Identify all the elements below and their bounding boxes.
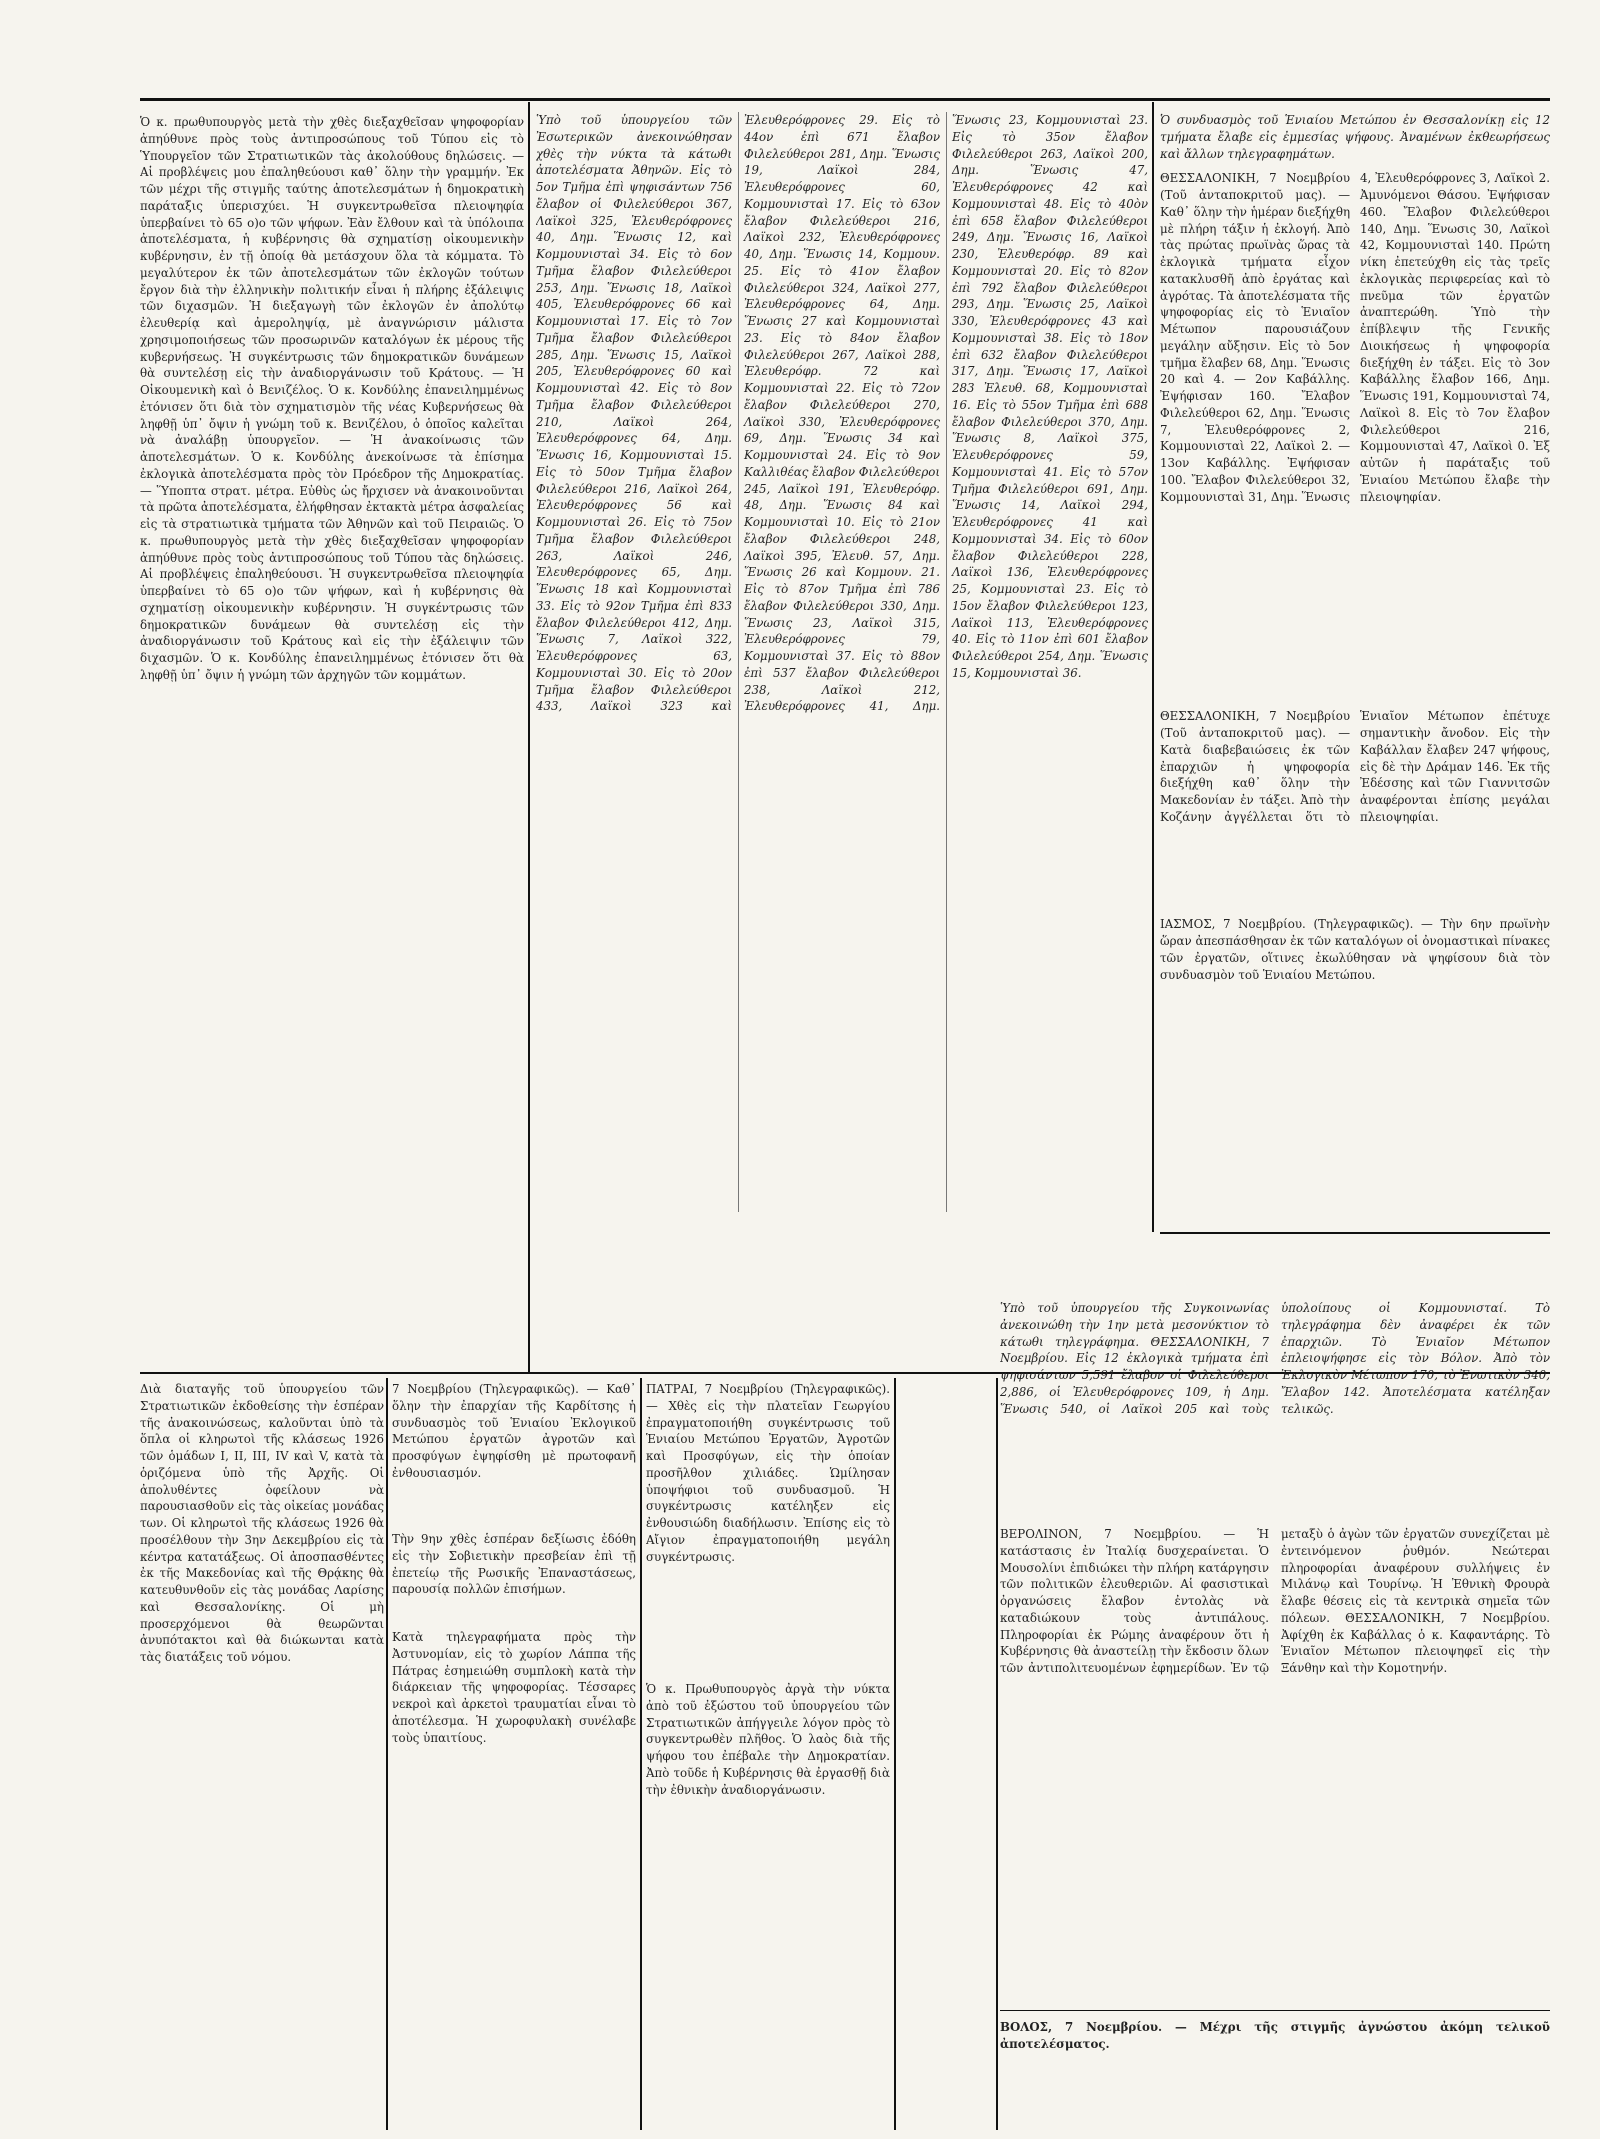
volos-body: [1000, 1300, 1550, 2130]
volos-box-text: ΒΟΛΟΣ, 7 Νοεμβρίου. — Μέχρι τῆς στιγμῆς ἀγνώστου ἀκόμη τελικοῦ ἀποτελέσματος.: [1000, 2020, 1550, 2051]
sygkentroseis-story: [646, 1378, 890, 2130]
masthead: [140, 52, 1550, 101]
section-rule: [1160, 1232, 1550, 1234]
right-story: [1160, 106, 1550, 1232]
xthesini-text: Τὴν 9ην χθὲς ἑσπέραν δεξίωσις ἐδόθη εἰς τὴν Σοβιετικὴν πρεσβείαν ἐπὶ τῇ ἐπετείῳ τῆς Ρωσικῆς Ἐπαναστάσεως, παρουσίᾳ πολλῶν ἐπισήμων.: [392, 1532, 636, 1597]
dilwseis-text: Ὁ κ. Πρωθυπουργὸς ἀργὰ τὴν νύκτα ἀπὸ τοῦ ἐξώστου τοῦ ὑπουργείου τῶν Στρατιωτικῶν ἀπήγγειλε λόγον πρὸς τὸ συγκεντρωθὲν πλῆθος. Ὁ λαὸς διὰ τῆς ψήφου του ἐπέβαλε τὴν Δημοκρατίαν. Ἀπὸ τοῦδε ἡ Κυβέρνησις θὰ ἐργασθῇ διὰ τὴν ἐθνικὴν ἀναδιοργάνωσιν.: [646, 1682, 890, 1797]
nekroi-text: Κατὰ τηλεγραφήματα πρὸς τὴν Ἀστυνομίαν, εἰς τὸ χωρίον Λάππα τῆς Πάτρας ἐσημειώθη συμπλοκὴ κατὰ τὴν διάρκειαν τῆς ψηφοφορίας. Τέσσαρες νεκροὶ καὶ ἀρκετοὶ τραυματίαι εἶναι τὸ ἀποτέλεσμα. Ἡ χωροφυλακὴ συνέλαβε τοὺς ὑπαιτίους.: [392, 1630, 636, 1745]
agrotes-text: 7 Νοεμβρίου (Τηλεγραφικῶς). — Καθ᾽ ὅλην τὴν ἐπαρχίαν τῆς Καρδίτσης ἡ συνδυασμὸς τοῦ Ἑνιαίου Ἐκλογικοῦ Μετώπου ἐργατῶν ἀγροτῶν καὶ προσφύγων ἐψηφίσθη μὲ πρωτοφανῆ ἐνθουσιασμόν.: [392, 1382, 636, 1480]
left-story: [140, 106, 524, 1366]
right-body-3: ΙΑΣΜΟΣ, 7 Νοεμβρίου. (Τηλεγραφικῶς). — Τὴν 6ην πρωϊνὴν ὥραν ἀπεσπάσθησαν ἐκ τῶν καταλόγων οἱ ὀνομαστικαὶ πίνακες τῶν ἐργατῶν, οἵτινες ἐκωλύθησαν νὰ ψηφίσουν διὰ τὸν συνδυασμὸν τοῦ Ἑνιαίου Μετώπου.: [1160, 917, 1550, 982]
right-body-1: ΘΕΣΣΑΛΟΝΙΚΗ, 7 Νοεμβρίου (Τοῦ ἀνταποκριτοῦ μας). — Καθ᾽ ὅλην τὴν ἡμέραν διεξήχθη μὲ πλήρη τάξιν ἡ ἐκλογή. Ἀπὸ τὰς πρώτας πρωϊνὰς ὥρας τὰ ἐκλογικὰ τμήματα εἶχον κατακλυσθῆ ἀπὸ ἐργάτας καὶ ἀγρότας. Τὰ ἀποτελέσματα τῆς ψηφοφορίας εἰς τὸ Ἑνιαῖον Μέτωπον παρουσιάζουν μεγάλην αὔξησιν. Εἰς τὸ 5ον τμῆμα ἔλαβεν 68, Δημ. Ἕνωσις 20 καὶ 4. — 2ον Καβάλλης. Ἐψήφισαν 160. Ἔλαβον Φιλελεύθεροι 62, Δημ. Ἕνωσις 7, Ἐλευθερόφρονες 2, Κομμουνισταὶ 22, Λαϊκοὶ 2. — 13ον Καβάλλης. Ἐψήφισαν 100. Ἔλαβον Φιλελεύθεροι 32, Κομμουνισταὶ 31, Δημ. Ἕνωσις 4, Ἐλευθερόφρονες 3, Λαϊκοὶ 2. Ἀμυνόμενοι Θάσου. Ἐψήφισαν 460. Ἔλαβον Φιλελεύθεροι 140, Δημ. Ἕνωσις 30, Λαϊκοὶ 42, Κομμουνισταὶ 140. Πρώτη νίκη ἐπετεύχθη εἰς τὰς τρεῖς ἐκλογικὰς περιφερείας καὶ τὸ πνεῦμα τῶν ἐργατῶν ἀναπτερώθη. Ὑπὸ τὴν ἐπίβλεψιν τῆς Γενικῆς Διοικήσεως ἡ ψηφοφορία διεξήχθη ἐν τάξει. Εἰς τὸ 3ον Καβάλλης ἔλαβον 166, Δημ. Ἕνωσις 191, Κομμουνισταὶ 74, Λαϊκοὶ 8. Εἰς τὸ 7ον ἔλαβον Φιλελεύθεροι 216, Κομμουνισταὶ 47, Λαϊκοὶ 0. Ἐξ αὐτῶν ἡ παράταξις τοῦ Ἑνιαίου Μετώπου ἔλαβε τὴν πλειοψηφίαν.: [1160, 171, 1550, 504]
agrotes-story: [392, 1378, 636, 2130]
center-results-text: Ὑπὸ τοῦ ὑπουργείου τῶν Ἐσωτερικῶν ἀνεκοινώθησαν χθὲς τὴν νύκτα τὰ κάτωθι ἀποτελέσματα Ἀθηνῶν. Εἰς τὸ 5ον Τμῆμα ἐπὶ ψηφισάντων 756 ἔλαβον οἱ Φιλελεύθεροι 367, Λαϊκοὶ 325, Ἐλευθερόφρονες 40, Δημ. Ἕνωσις 12, καὶ Κομμουνισταὶ 34. Εἰς τὸ 6ον Τμῆμα ἔλαβον Φιλελεύθεροι 253, Δημ. Ἕνωσις 18, Λαϊκοὶ 405, Ἐλευθερόφρονες 66 καὶ Κομμουνισταὶ 17. Εἰς τὸ 7ον Τμῆμα ἔλαβον Φιλελεύθεροι 285, Δημ. Ἕνωσις 15, Λαϊκοὶ 205, Ἐλευθερόφρονες 60 καὶ Κομμουνισταὶ 42. Εἰς τὸ 8ον Τμῆμα ἔλαβον Φιλελεύθεροι 210, Λαϊκοὶ 264, Ἐλευθερόφρονες 64, Δημ. Ἕνωσις 16, Κομμουνισταὶ 15. Εἰς τὸ 50ον Τμῆμα ἔλαβον Φιλελεύθεροι 216, Λαϊκοὶ 264, Ἐλευθερόφρονες 56 καὶ Κομμουνισταὶ 26. Εἰς τὸ 75ον Τμῆμα ἔλαβον Φιλελεύθεροι 263, Λαϊκοὶ 246, Ἐλευθερόφρονες 65, Δημ. Ἕνωσις 18 καὶ Κομμουνισταὶ 33. Εἰς τὸ 92ον Τμῆμα ἐπὶ 833 ἔλαβον Φιλελεύθεροι 412, Δημ. Ἕνωσις 7, Λαϊκοὶ 322, Ἐλευθερόφρονες 63, Κομμουνισταὶ 30. Εἰς τὸ 20ον Τμῆμα ἔλαβον Φιλελεύθεροι 433, Λαϊκοὶ 323 καὶ Ἐλευθερόφρονες 29. Εἰς τὸ 44ον ἐπὶ 671 ἔλαβον Φιλελεύθεροι 281, Δημ. Ἕνωσις 19, Λαϊκοὶ 284, Ἐλευθερόφρονες 60, Κομμουνισταὶ 17. Εἰς τὸ 63ον ἔλαβον Φιλελεύθεροι 216, Λαϊκοὶ 232, Ἐλευθερόφρονες 40, Δημ. Ἕνωσις 14, Κομμουν. 25. Εἰς τὸ 41ον ἔλαβον Φιλελεύθεροι 324, Λαϊκοὶ 277, Ἐλευθερόφρονες 64, Δημ. Ἕνωσις 27 καὶ Κομμουνισταὶ 23. Εἰς τὸ 84ον ἔλαβον Φιλελεύθεροι 267, Λαϊκοὶ 288, Ἐλευθερόφρ. 72 καὶ Κομμουνισταὶ 22. Εἰς τὸ 72ον ἔλαβον Φιλελεύθεροι 270, Λαϊκοὶ 330, Ἐλευθερόφρονες 69, Δημ. Ἕνωσις 34 καὶ Κομμουνισταὶ 24. Εἰς τὸ 9ον Καλλιθέας ἔλαβον Φιλελεύθεροι 245, Λαϊκοὶ 191, Ἐλευθερόφρ. 48, Δημ. Ἕνωσις 84 καὶ Κομμουνισταὶ 10. Εἰς τὸ 21ον ἔλαβον Φιλελεύθεροι 248, Λαϊκοὶ 395, Ἐλευθ. 57, Δημ. Ἕνωσις 26 καὶ Κομμουν. 21. Εἰς τὸ 87ον Τμῆμα ἐπὶ 786 ἔλαβον Φιλελεύθεροι 330, Δημ. Ἕνωσις 23, Λαϊκοὶ 315, Ἐλευθερόφρονες 79, Κομμουνισταὶ 37. Εἰς τὸ 88ον ἐπὶ 537 ἔλαβον Φιλελεύθεροι 238, Λαϊκοὶ 212, Ἐλευθερόφρονες 41, Δημ. Ἕνωσις 23, Κομμουνισταὶ 23. Εἰς τὸ 35ον ἔλαβον Φιλελεύθεροι 263, Λαϊκοὶ 200, Δημ. Ἕνωσις 47, Ἐλευθερόφρονες 42 καὶ Κομμουνισταὶ 48. Εἰς τὸ 40ὸν ἐπὶ 658 ἔλαβον Φιλελεύθεροι 249, Δημ. Ἕνωσις 16, Λαϊκοὶ 230, Ἐλευθερόφρ. 89 καὶ Κομμουνισταὶ 20. Εἰς τὸ 82ον ἐπὶ 792 ἔλαβον Φιλελεύθεροι 293, Δημ. Ἕνωσις 25, Λαϊκοὶ 330, Ἐλευθερόφρονες 43 καὶ Κομμουνισταὶ 38. Εἰς τὸ 18ον ἐπὶ 632 ἔλαβον Φιλελεύθεροι 317, Δημ. Ἕνωσις 17, Λαϊκοὶ 283 Ἐλευθ. 68, Κομμουνισταὶ 16. Εἰς τὸ 55ον Τμῆμα ἐπὶ 688 ἔλαβον Φιλελεύθεροι 370, Δημ. Ἕνωσις 8, Λαϊκοὶ 375, Ἐλευθερόφρονες 59, Κομμουνισταὶ 41. Εἰς τὸ 57ον Τμῆμα Φιλελεύθεροι 691, Δημ. Ἕνωσις 14, Λαϊκοὶ 294, Ἐλευθερόφρονες 41 καὶ Κομμουνισταὶ 34. Εἰς τὸ 60ον ἔλαβον Φιλελεύθεροι 228, Λαϊκοὶ 136, Ἐλευθερόφρονες 25, Κομμουνισταὶ 23. Εἰς τὸ 15ον ἔλαβον Φιλελεύθεροι 123, Λαϊκοὶ 113, Ἐλευθερόφρονες 40. Εἰς τὸ 11ον ἐπὶ 601 ἔλαβον Φιλελεύθεροι 254, Δημ. Ἕνωσις 15, Κομμουνισταὶ 36.: [536, 113, 1148, 714]
column-rule: [640, 1378, 642, 2130]
volos-text-2: ΒΕΡΟΛΙΝΟΝ, 7 Νοεμβρίου. — Ἡ κατάστασις ἐν Ἰταλίᾳ δυσχεραίνεται. Ὁ Μουσολίνι ἐπιδιώκει τὴν πλήρη κατάργησιν τῶν πολιτικῶν ἐλευθεριῶν. Αἱ φασιστικαὶ ὀργανώσεις ἔλαβον ἐντολὰς νὰ καταδιώκουν τοὺς ἀντιπάλους. Πληροφορίαι ἐκ Ρώμης ἀναφέρουν ὅτι ἡ Κυβέρνησις θὰ ἀναστείλῃ τὴν ἔκδοσιν ὅλων τῶν ἀντιπολιτευομένων ἐφημερίδων. Ἐν τῷ μεταξὺ ὁ ἀγὼν τῶν ἐργατῶν συνεχίζεται μὲ ἐντεινόμενον ῥυθμόν. Νεώτεραι πληροφορίαι ἀναφέρουν συλλήψεις ἐν Μιλάνῳ καὶ Τουρίνῳ. Ἡ Ἐθνικὴ Φρουρὰ ἔλαβε θέσεις εἰς τὰ κεντρικὰ σημεῖα τῶν πόλεων. ΘΕΣΣΑΛΟΝΙΚΗ, 7 Νοεμβρίου. Ἀφίχθη ἐκ Καβάλλας ὁ κ. Καφαντάρης. Τὸ Ἑνιαῖον Μέτωπον πλειοψηφεῖ εἰς τὴν Ξάνθην καὶ τὴν Κομοτηνήν.: [1000, 1527, 1550, 1675]
volos-box-title: [1000, 2010, 1550, 2015]
center-story: [536, 104, 1148, 1366]
volos-text: Ὑπὸ τοῦ ὑπουργείου τῆς Συγκοινωνίας ἀνεκοινώθη τὴν 1ην μετὰ μεσονύκτιον τὸ κάτωθι τηλεγράφημα. ΘΕΣΣΑΛΟΝΙΚΗ, 7 Νοεμβρίου. Εἰς 12 ἐκλογικὰ τμήματα ἐπὶ ψηφισάντων 5,591 ἔλαβον οἱ Φιλελεύθεροι 2,886, οἱ Ἐλευθερόφρονες 109, ἡ Δημ. Ἕνωσις 540, οἱ Λαϊκοὶ 205 καὶ τοὺς ὑπολοίπους οἱ Κομμουνισταί. Τὸ τηλεγράφημα δὲν ἀναφέρει ἐκ τῶν ἐπαρχιῶν. Τὸ Ἑνιαῖον Μέτωπον ἐπλειοψήφησε εἰς τὸν Βόλον. Ἀπὸ τὸν Ἐκλογικὸν Μέτωπον 170, τὸ Ἐνωτικὸν 340, Ἔλαβον 142. Ἀποτελέσματα κατέληξαν τελικῶς.: [1000, 1301, 1550, 1416]
column-rule: [386, 1378, 388, 2130]
left-body-text: Ὁ κ. πρωθυπουργὸς μετὰ τὴν χθὲς διεξαχθεῖσαν ψηφοφορίαν ἀπηύθυνε πρὸς τοὺς ἀντιπροσώπους τοῦ Τύπου εἰς τὸ Ὑπουργεῖον τῶν Στρατιωτικῶν τὰς ἀκολούθους δηλώσεις. — Αἱ προβλέψεις μου ἐπαληθεύουσι καθ᾽ ὅλην τὴν γραμμήν. Ἐκ τῶν μέχρι τῆς στιγμῆς ταύτης ἀποτελεσμάτων ἡ δημοκρατικὴ παράταξις ὑπερισχύει. Ἡ συγκεντρωθεῖσα πλειοψηφία ὑπερβαίνει τὸ 65 ο)ο τῶν ψήφων. Ἐὰν ἔλθουν καὶ τὰ ὑπόλοιπα ἀποτελέσματα, ἡ κυβέρνησις θὰ σχηματίσῃ οἰκουμενικὴν κυβέρνησιν, ἐν τῇ ὁποίᾳ θὰ μετάσχουν ὅλα τὰ κόμματα. Τὸ μεγαλύτερον ἐκ τῶν ἀποτελεσμάτων τῶν ἐκλογῶν τούτων ἔργον διὰ τὴν ἐλληνικὴν πολιτικήν εἶναι ἡ πλήρης ἐξάλειψις τῶν διχασμῶν. Ἡ διεξαγωγὴ τῶν ἐκλογῶν ἐν ἀπολύτῳ ἐλευθερίᾳ καὶ ἀμεροληψίᾳ, μὲ ἀναγνώρισιν μάλιστα χρησιμοποιήσεως τῶν προσωρινῶν καταλόγων ἐκ μέρους τῆς κυβερνήσεως. Ἡ συγκέντρωσις τῶν δημοκρατικῶν δυνάμεων θὰ συντελέσῃ εἰς τὴν ἀναδιοργάνωσιν τοῦ Κράτους. — Ἡ Οἰκουμενικὴ καὶ ὁ Βενιζέλος. Ὁ κ. Κονδύλης ἐπανειλημμένως ἐτόνισεν ὅτι διὰ τὸν σχηματισμὸν τῆς νέας Κυβερνήσεως θὰ ληφθῇ ὑπ᾽ ὄψιν ἡ γνώμη τοῦ κ. Βενιζέλου, ὁ ὁποῖος καλεῖται νὰ ἀναλάβῃ ὑπουργεῖον. — Ἡ ἀνακοίνωσις τῶν ἀποτελεσμάτων. Ὁ κ. Κονδύλης ἀνεκοίνωσε τὰ ἐπίσημα ἐκλογικὰ ἀποτελέσματα πρὸς τὸν Πρόεδρον τῆς Δημοκρατίας. — Ὕποπτα στρατ. μέτρα. Εὐθὺς ὡς ἤρχισεν νὰ ἀνακοινοῦνται τὰ πρῶτα ἀποτελέσματα, ἐλήφθησαν ἐκτακτὰ μέτρα ἀσφαλείας εἰς τὰ στρατιωτικὰ τμήματα τῶν Ἀθηνῶν καὶ τοῦ Πειραιῶς. Ὁ κ. πρωθυπουργὸς μετὰ τὴν χθὲς διεξαχθεῖσαν ψηφοφορίαν ἀπηύθυνε πρὸς τοὺς ἀντιπροσώπους τοῦ Τύπου τὰς δηλώσεις. Αἱ προβλέψεις ἐπαληθεύουσι. Ἡ συγκεντρωθεῖσα πλειοψηφία ὑπερβαίνει τὸ 65 ο)ο τῶν ψήφων, καὶ ἡ κυβέρνησις θὰ σχηματίσῃ οἰκουμενικὴν κυβέρνησιν. Ἡ συγκέντρωσις τῶν δημοκρατικῶν δυνάμεων θὰ συντελέσῃ εἰς τὴν ἀναδιοργάνωσιν τοῦ Κράτους καὶ εἰς τὴν ἐξάλειψιν τῶν διχασμῶν. Ὁ κ. Κονδύλης ἐπανειλημμένως ἐτόνισεν ὅτι θὰ ληφθῇ ὑπ᾽ ὄψιν ἡ γνώμη τῶν ἀρχηγῶν τῶν κομμάτων.: [140, 115, 524, 682]
column-rule: [1152, 102, 1154, 1232]
kleroi-story: [140, 1378, 384, 2130]
column-rule: [894, 1378, 896, 2130]
right-body-2: ΘΕΣΣΑΛΟΝΙΚΗ, 7 Νοεμβρίου (Τοῦ ἀνταποκριτοῦ μας). — Κατὰ διαβεβαιώσεις ἐκ τῶν ἐπαρχιῶν ἡ ψηφοφορία διεξήχθη καθ᾽ ὅλην τὴν Μακεδονίαν ἐν τάξει. Ἀπὸ τὴν Κοζάνην ἀγγέλλεται ὅτι τὸ Ἑνιαῖον Μέτωπον ἐπέτυχε σημαντικὴν ἄνοδον. Εἰς τὴν Καβάλλαν ἔλαβεν 247 ψήφους, εἰς δὲ τὴν Δράμαν 146. Ἐκ τῆς Ἐδέσσης καὶ τῶν Γιαννιτσῶν ἀναφέρονται ἐπίσης μεγάλαι πλειοψηφίαι.: [1160, 709, 1550, 824]
kleroi-text: Διὰ διαταγῆς τοῦ ὑπουργείου τῶν Στρατιωτικῶν ἐκδοθείσης τὴν ἑσπέραν τῆς ἀνακοινώσεως, καλοῦνται ὑπὸ τὰ ὅπλα οἱ κληρωτοὶ τῆς κλάσεως 1926 τῶν ὁμάδων Ι, ΙΙ, ΙΙΙ, IV καὶ V, κατὰ τὰ ὁριζόμενα ὑπὸ τῆς Ἀρχῆς. Οἱ ἀπολυθέντες ὀφείλουν νὰ παρουσιασθοῦν εἰς τὰς οἰκείας μονάδας των. Οἱ κληρωτοὶ τῆς κλάσεως 1926 θὰ προσέλθουν τὴν 3ην Δεκεμβρίου εἰς τὰ κέντρα κατατάξεως. Οἱ ἀποσπασθέντες ἐκ τῆς Μακεδονίας καὶ τῆς Θρᾴκης θὰ κατευθυνθοῦν εἰς τὰς μονάδας Λαρίσης καὶ Θεσσαλονίκης. Οἱ μὴ προσερχόμενοι θὰ θεωρῶνται ἀνυπότακτοι καὶ θὰ διώκωνται κατὰ τὰς διατάξεις τοῦ νόμου.: [140, 1382, 384, 1664]
column-rule: [528, 102, 530, 1372]
right-lede: Ὁ συνδυασμὸς τοῦ Ἑνιαίου Μετώπου ἐν Θεσσαλονίκῃ εἰς 12 τμήματα ἔλαβε εἰς ἐμμεσίας ψήφους. Ἀναμένων ἐκθεωρήσεως καὶ ἄλλων τηλεγραφημάτων.: [1160, 113, 1550, 161]
column-rule: [996, 1378, 998, 2130]
filler-column: [900, 1378, 996, 2130]
sygkentroseis-text: ΠΑΤΡΑΙ, 7 Νοεμβρίου (Τηλεγραφικῶς). — Χθὲς εἰς τὴν πλατεῖαν Γεωργίου ἐπραγματοποιήθη συγκέντρωσις τοῦ Ἑνιαίου Μετώπου Ἐργατῶν, Ἀγροτῶν καὶ Προσφύγων, εἰς τὴν ὁποίαν προσῆλθον χιλιάδες. Ὡμίλησαν ὑποψήφιοι τοῦ συνδυασμοῦ. Ἡ συγκέντρωσις κατέληξεν εἰς ἐνθουσιώδη διαδήλωσιν. Ἐπίσης εἰς τὸ Αἴγιον ἐπραγματοποιήθη μεγάλη συγκέντρωσις.: [646, 1382, 890, 1564]
